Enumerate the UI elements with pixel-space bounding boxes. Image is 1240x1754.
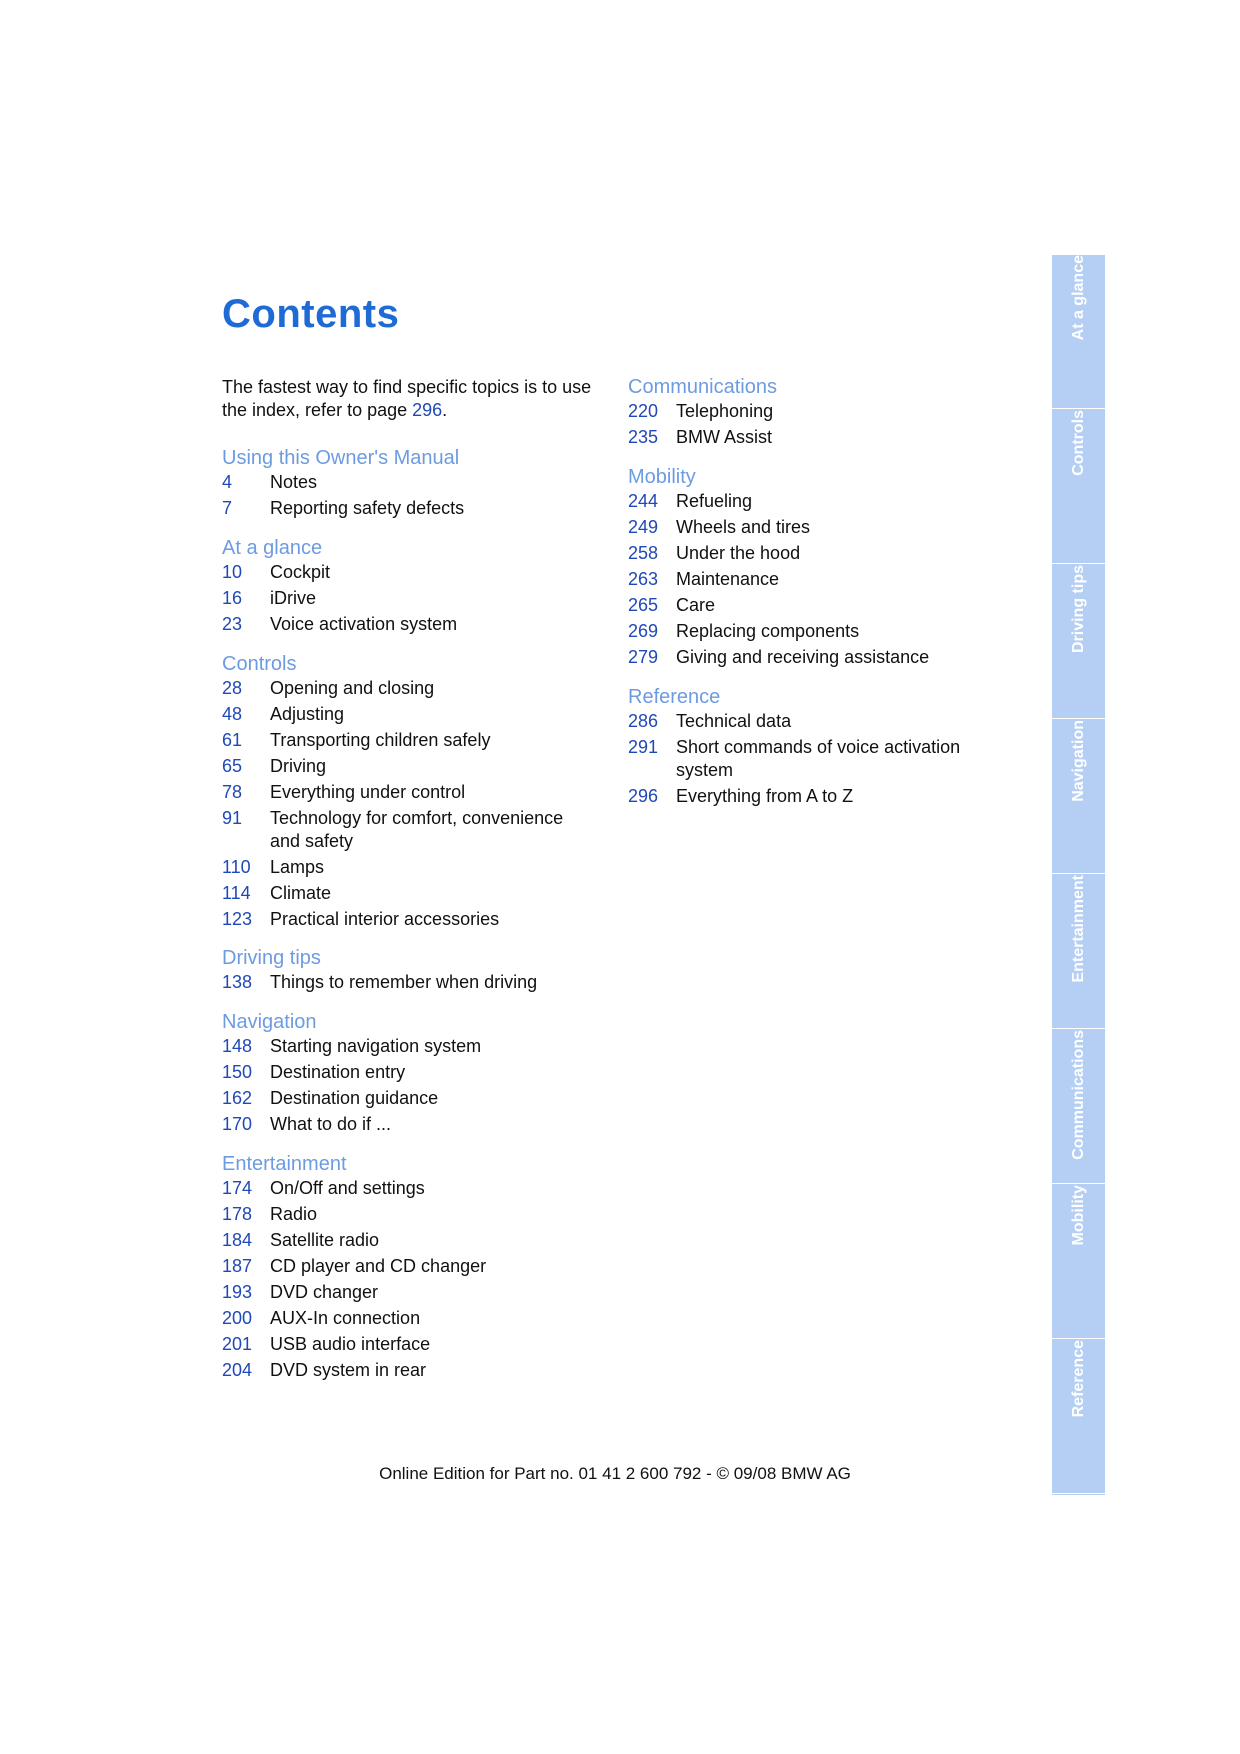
side-tab-label: Reference bbox=[1069, 1340, 1087, 1418]
entry-title: iDrive bbox=[270, 588, 317, 608]
page-number: 148 bbox=[222, 1036, 253, 1056]
entry-title: Transporting children safely bbox=[270, 730, 491, 750]
entry-title: DVD system in rear bbox=[270, 1360, 427, 1380]
toc-entry[interactable] bbox=[222, 497, 590, 520]
entry-title: Short commands of voice activation system bbox=[676, 737, 961, 780]
intro-page-link[interactable]: 296 bbox=[412, 400, 443, 420]
page-number: 78 bbox=[222, 782, 243, 802]
page-number: 220 bbox=[628, 401, 659, 421]
page-number: 291 bbox=[628, 737, 659, 757]
section-heading[interactable]: Navigation bbox=[222, 1011, 317, 1033]
toc-entry[interactable] bbox=[628, 426, 996, 449]
toc-section bbox=[222, 445, 590, 523]
entry-title: Lamps bbox=[270, 856, 325, 877]
side-tab[interactable] bbox=[1052, 875, 1105, 1029]
page-number: 150 bbox=[222, 1062, 253, 1082]
entry-title: DVD changer bbox=[270, 1282, 379, 1302]
side-tab-strip bbox=[1052, 255, 1105, 1495]
side-tab-label: Mobility bbox=[1069, 1185, 1087, 1246]
toc-entry[interactable] bbox=[628, 542, 996, 565]
toc-entry[interactable] bbox=[222, 1281, 590, 1304]
page-number: 184 bbox=[222, 1230, 253, 1250]
side-tab-label: Navigation bbox=[1069, 720, 1087, 802]
toc-section bbox=[222, 535, 590, 639]
entry-title: CD player and CD changer bbox=[270, 1256, 487, 1276]
entry-title: Reporting safety defects bbox=[270, 498, 465, 518]
toc-entry[interactable] bbox=[628, 568, 996, 591]
entry-title: BMW Assist bbox=[676, 427, 773, 447]
page-number: 269 bbox=[628, 621, 659, 641]
intro-body: The fastest way to find specific topics is to use the index, refer to page bbox=[222, 377, 592, 420]
toc-entry[interactable] bbox=[222, 1203, 590, 1226]
section-heading[interactable]: Communications bbox=[628, 376, 777, 398]
entry-title: Replacing components bbox=[676, 621, 860, 641]
entry-title: USB audio interface bbox=[270, 1334, 431, 1354]
page-number: 7 bbox=[222, 498, 233, 518]
toc-entry[interactable] bbox=[222, 587, 590, 610]
page-number: 65 bbox=[222, 756, 243, 776]
toc-entry[interactable] bbox=[222, 613, 590, 636]
toc-entry[interactable] bbox=[222, 1229, 590, 1252]
page-number: 138 bbox=[222, 972, 253, 992]
toc-entry[interactable] bbox=[222, 882, 590, 905]
page-number: 28 bbox=[222, 678, 243, 698]
section-heading[interactable]: Mobility bbox=[628, 466, 696, 488]
toc-entry[interactable] bbox=[222, 807, 590, 852]
toc-entry[interactable] bbox=[628, 736, 996, 781]
page-number: 61 bbox=[222, 730, 243, 750]
side-tab-label: Communications bbox=[1069, 1030, 1087, 1160]
toc-entry[interactable] bbox=[222, 1177, 590, 1200]
page-number: 110 bbox=[222, 856, 251, 877]
entry-title: Practical interior accessories bbox=[270, 908, 500, 929]
page-number: 200 bbox=[222, 1308, 253, 1328]
side-tab[interactable] bbox=[1052, 410, 1105, 564]
entry-title: Technology for comfort, convenience and safety bbox=[270, 808, 564, 851]
side-tab-label: Driving tips bbox=[1069, 565, 1087, 654]
toc-entry[interactable] bbox=[222, 1333, 590, 1356]
toc-entry[interactable] bbox=[628, 620, 996, 643]
section-heading[interactable]: Entertainment bbox=[222, 1153, 347, 1175]
side-tab-label: At a glance bbox=[1069, 255, 1087, 341]
toc-entry[interactable] bbox=[222, 908, 590, 931]
entry-title: Climate bbox=[270, 882, 332, 903]
toc-section bbox=[222, 1009, 590, 1139]
page-number: 193 bbox=[222, 1282, 253, 1302]
entry-title: Destination guidance bbox=[270, 1088, 439, 1108]
entry-title: Giving and receiving assistance bbox=[676, 647, 930, 667]
toc-entry[interactable] bbox=[628, 785, 996, 808]
toc-entry[interactable] bbox=[222, 781, 590, 804]
entry-title: Adjusting bbox=[270, 704, 345, 724]
section-heading[interactable]: Using this Owner's Manual bbox=[222, 447, 460, 469]
entry-title: Driving bbox=[270, 756, 327, 776]
intro-end: . bbox=[442, 400, 448, 420]
page-number: 91 bbox=[222, 808, 243, 828]
side-tab[interactable] bbox=[1052, 255, 1105, 409]
entry-title: Opening and closing bbox=[270, 678, 435, 698]
side-tab-label: Entertainment bbox=[1069, 875, 1087, 983]
entry-title: Care bbox=[676, 595, 716, 615]
page-number: 16 bbox=[222, 588, 243, 608]
intro-text bbox=[222, 376, 602, 422]
side-tab[interactable] bbox=[1052, 1030, 1105, 1184]
entry-title: Under the hood bbox=[676, 543, 801, 563]
page-number: 162 bbox=[222, 1088, 253, 1108]
page-number: 178 bbox=[222, 1204, 253, 1224]
page-number: 23 bbox=[222, 614, 243, 634]
toc-section bbox=[222, 1151, 590, 1385]
page-number: 235 bbox=[628, 427, 659, 447]
section-heading[interactable]: Controls bbox=[222, 653, 297, 675]
page-number: 114 bbox=[222, 882, 251, 903]
side-tab-label: Controls bbox=[1069, 410, 1087, 476]
toc-entry[interactable] bbox=[222, 471, 590, 494]
entry-title: Everything from A to Z bbox=[676, 785, 854, 806]
toc-entry[interactable] bbox=[222, 1035, 590, 1058]
entry-title: On/Off and settings bbox=[270, 1178, 425, 1198]
page-number: 170 bbox=[222, 1114, 253, 1134]
toc-entry[interactable] bbox=[222, 971, 590, 994]
toc-entry[interactable] bbox=[628, 516, 996, 539]
toc-section bbox=[222, 945, 590, 997]
page-number: 10 bbox=[222, 562, 243, 582]
page-number: 123 bbox=[222, 908, 253, 929]
section-heading[interactable]: Reference bbox=[628, 686, 721, 708]
entry-title: Telephoning bbox=[676, 401, 774, 421]
toc-entry[interactable] bbox=[222, 561, 590, 584]
section-heading[interactable]: At a glance bbox=[222, 537, 323, 559]
toc-entry[interactable] bbox=[222, 755, 590, 778]
page-number: 258 bbox=[628, 543, 659, 563]
page-number: 187 bbox=[222, 1256, 253, 1276]
toc-entry[interactable] bbox=[628, 400, 996, 423]
entry-title: Radio bbox=[270, 1204, 318, 1224]
section-heading[interactable]: Driving tips bbox=[222, 947, 321, 969]
page-number: 263 bbox=[628, 569, 659, 589]
toc-entry[interactable] bbox=[628, 490, 996, 513]
entry-title: Refueling bbox=[676, 491, 753, 511]
entry-title: AUX-In connection bbox=[270, 1308, 421, 1328]
toc-section bbox=[628, 684, 996, 811]
entry-title: Everything under control bbox=[270, 782, 466, 802]
toc-section bbox=[628, 464, 996, 672]
entry-title: What to do if ... bbox=[270, 1114, 392, 1134]
page-number: 286 bbox=[628, 711, 659, 731]
toc-entry[interactable] bbox=[222, 1359, 590, 1382]
page-number: 296 bbox=[628, 785, 659, 806]
toc-entry[interactable] bbox=[222, 1307, 590, 1330]
page-number: 201 bbox=[222, 1334, 253, 1354]
page-number: 244 bbox=[628, 491, 659, 511]
side-tab[interactable] bbox=[1052, 720, 1105, 874]
toc-entry[interactable] bbox=[628, 646, 996, 669]
page-number: 4 bbox=[222, 472, 233, 492]
entry-title: Satellite radio bbox=[270, 1230, 380, 1250]
page-number: 48 bbox=[222, 704, 243, 724]
page-number: 279 bbox=[628, 647, 659, 667]
page-title: Contents bbox=[222, 292, 400, 336]
side-tab[interactable] bbox=[1052, 1185, 1105, 1339]
footer-text: Online Edition for Part no. 01 41 2 600 792 - © 09/08 BMW AG bbox=[379, 1464, 851, 1483]
entry-title: Cockpit bbox=[270, 562, 331, 582]
toc-entry[interactable] bbox=[222, 729, 590, 752]
entry-title: Notes bbox=[270, 472, 318, 492]
page-number: 265 bbox=[628, 595, 659, 615]
toc-entry[interactable] bbox=[222, 1061, 590, 1084]
page-number: 174 bbox=[222, 1178, 253, 1198]
toc-section bbox=[222, 651, 590, 934]
footer bbox=[0, 1464, 1240, 1484]
toc-entry[interactable] bbox=[222, 677, 590, 700]
toc-entry[interactable] bbox=[628, 710, 996, 733]
entry-title: Starting navigation system bbox=[270, 1036, 482, 1056]
page-number: 204 bbox=[222, 1360, 253, 1380]
entry-title: Voice activation system bbox=[270, 614, 458, 634]
toc-entry[interactable] bbox=[222, 1255, 590, 1278]
side-tab[interactable] bbox=[1052, 565, 1105, 719]
entry-title: Things to remember when driving bbox=[270, 972, 538, 992]
toc-entry[interactable] bbox=[222, 856, 590, 879]
entry-title: Technical data bbox=[676, 711, 792, 731]
toc-entry[interactable] bbox=[222, 1087, 590, 1110]
toc-entry[interactable] bbox=[222, 703, 590, 726]
entry-title: Wheels and tires bbox=[676, 517, 811, 537]
toc-entry[interactable] bbox=[628, 594, 996, 617]
toc-entry[interactable] bbox=[222, 1113, 590, 1136]
page-number: 249 bbox=[628, 517, 659, 537]
entry-title: Maintenance bbox=[676, 569, 780, 589]
toc-section bbox=[628, 374, 996, 452]
entry-title: Destination entry bbox=[270, 1062, 406, 1082]
